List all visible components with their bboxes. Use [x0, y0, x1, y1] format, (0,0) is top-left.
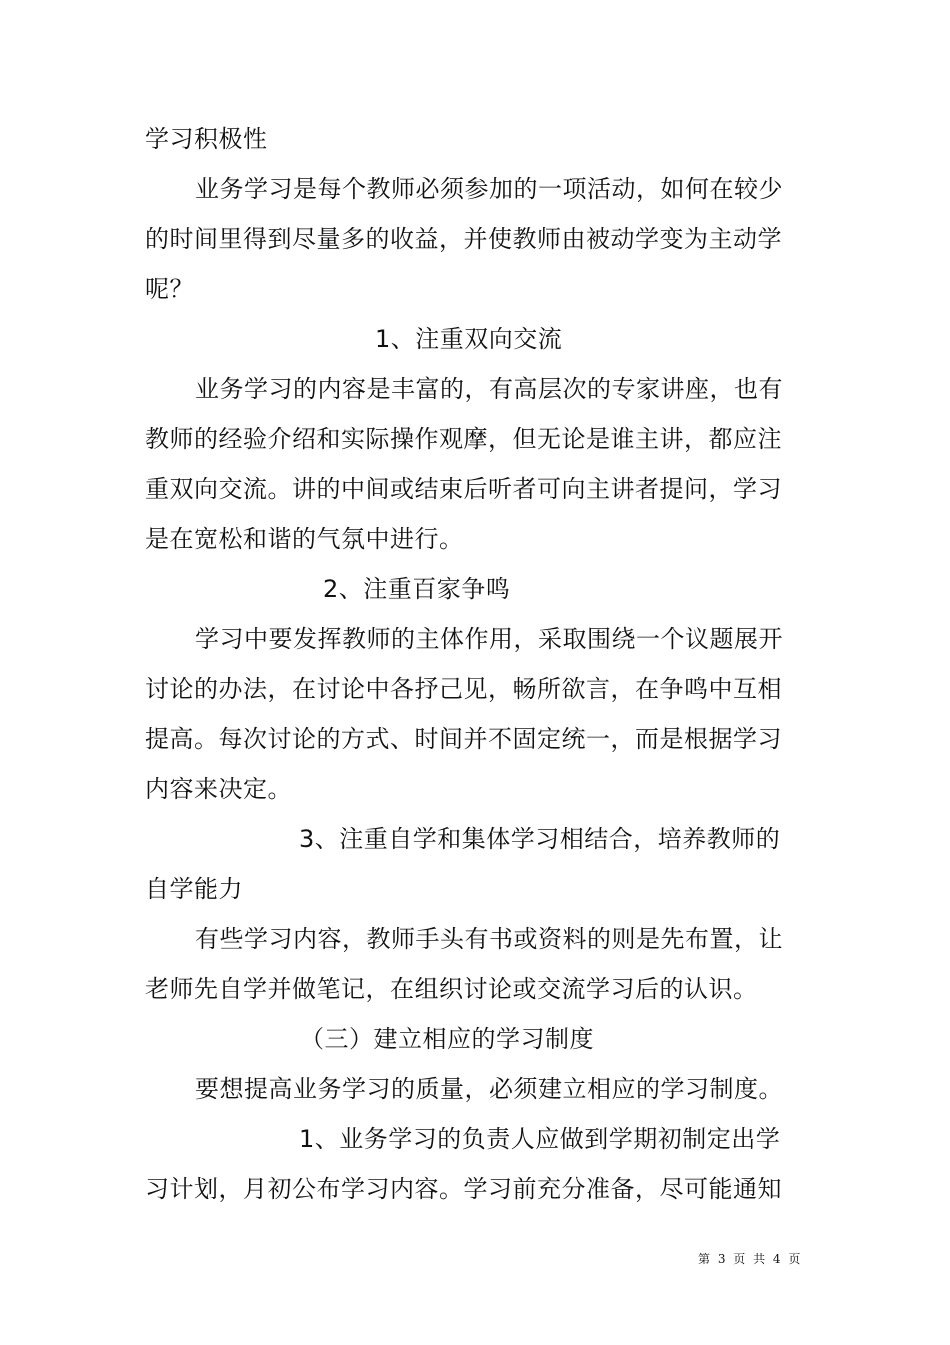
- text-line: 习计划，月初公布学习内容。学习前充分准备，尽可能通知: [145, 1175, 782, 1203]
- text-line: 的时间里得到尽量多的收益，并使教师由被动学变为主动学: [145, 225, 782, 253]
- section-heading: 3、注重自学和集体学习相结合，培养教师的: [299, 825, 781, 853]
- text-line: 业务学习是每个教师必须参加的一项活动，如何在较少: [195, 175, 783, 203]
- text-line: 是在宽松和谐的气氛中进行。: [145, 525, 464, 553]
- text-line: 呢？: [145, 275, 194, 303]
- text-line: 讨论的办法，在讨论中各抒己见，畅所欲言，在争鸣中互相: [145, 675, 782, 703]
- text-line: 要想提高业务学习的质量，必须建立相应的学习制度。: [195, 1075, 783, 1103]
- text-line: 学习中要发挥教师的主体作用，采取围绕一个议题展开: [195, 625, 783, 653]
- section-heading: 1、注重双向交流: [375, 325, 563, 353]
- section-heading: 2、注重百家争鸣: [323, 575, 511, 603]
- text-line: 提高。每次讨论的方式、时间并不固定统一，而是根据学习: [145, 725, 782, 753]
- text-line: 业务学习的内容是丰富的，有高层次的专家讲座，也有: [195, 375, 783, 403]
- text-line: 自学能力: [145, 875, 243, 903]
- text-line: 教师的经验介绍和实际操作观摩，但无论是谁主讲，都应注: [145, 425, 782, 453]
- page-number-footer: 第 3 页 共 4 页: [698, 1252, 803, 1266]
- text-line: 重双向交流。讲的中间或结束后听者可向主讲者提问，学习: [145, 475, 782, 503]
- text-line: 老师先自学并做笔记，在组织讨论或交流学习后的认识。: [145, 975, 758, 1003]
- text-line: 内容来决定。: [145, 775, 292, 803]
- text-line: 1、业务学习的负责人应做到学期初制定出学: [299, 1125, 781, 1153]
- text-line: 学习积极性: [145, 125, 268, 153]
- section-heading: （三）建立相应的学习制度: [300, 1025, 594, 1053]
- text-line: 有些学习内容，教师手头有书或资料的则是先布置，让: [195, 925, 783, 953]
